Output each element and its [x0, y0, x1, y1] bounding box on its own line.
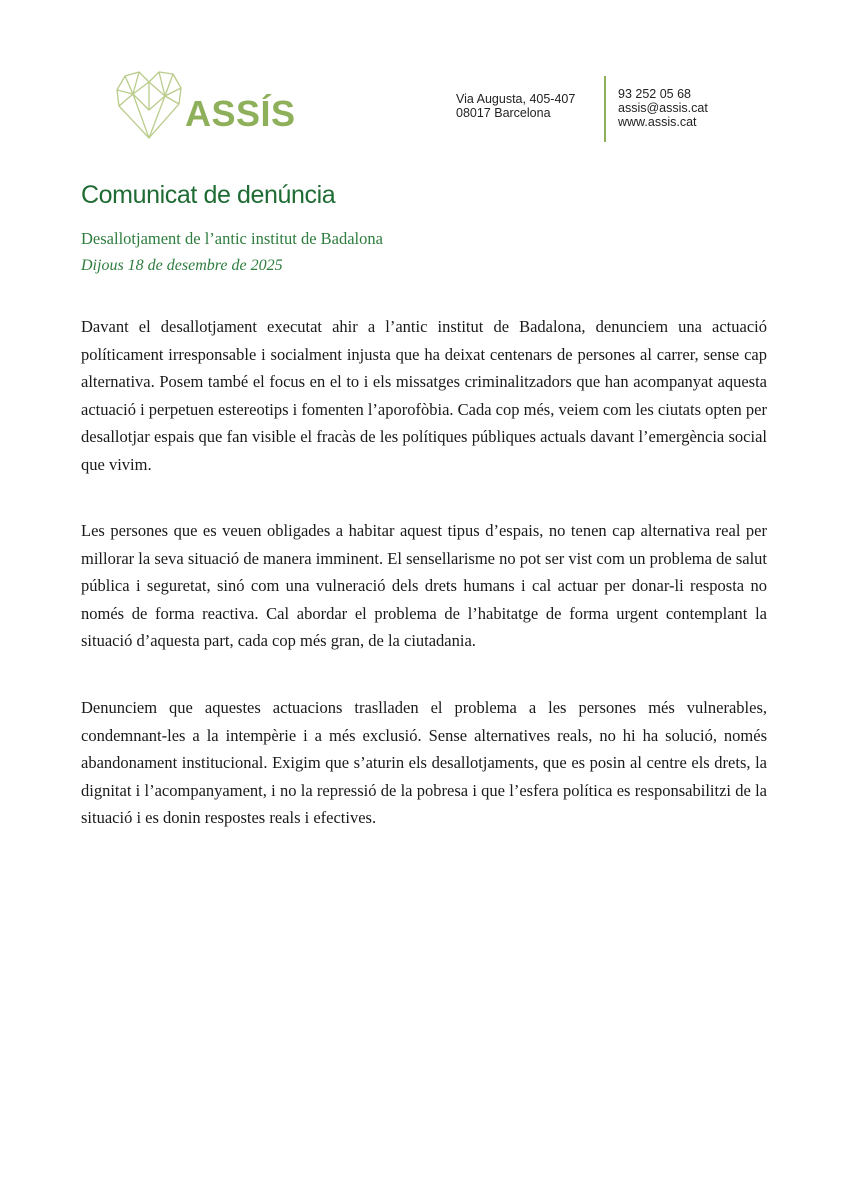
heart-icon	[117, 72, 181, 138]
contact-email: assis@assis.cat	[618, 101, 708, 115]
address-block	[456, 92, 575, 120]
logo-text: ASSÍS	[185, 93, 296, 134]
body-paragraph: Davant el desallotjament executat ahir a l’antic institut de Badalona, denunciem una actuació políticament irresponsable i socialment injusta que ha deixat centenars de persones al carrer, sense cap alternativa. Posem també el focus en el to i els missatges criminalitzadors que han acompanyat aquesta actuació i perpetuen estereotips i fomenten l’aporofòbia. Cada cop més, veiem com les ciutats opten per desallotjar espais que fan visible el fracàs de les polítiques públiques actuals davant l’emergència social que vivim.	[81, 317, 767, 474]
address-street: Via Augusta, 405-407	[456, 92, 576, 106]
contact-website: www.assis.cat	[618, 115, 697, 129]
contact-phone: 93 252 05 68	[618, 87, 691, 101]
contact-block	[618, 87, 708, 129]
document-date: Dijous 18 de desembre de 2025	[81, 257, 283, 274]
document-title: Comunicat de denúncia	[81, 181, 336, 209]
header-divider	[604, 76, 606, 142]
body-paragraph: Les persones que es veuen obligades a habitar aquest tipus d’espais, no tenen cap alternativa real per millorar la seva situació de manera imminent. El sensellarisme no pot ser vist com un problema de salut pública i seguretat, sinó com una vulneració dels drets humans i cal actuar per donar-li resposta no només de forma reactiva. Cal abordar el problema de l’habitatge de forma urgent contemplant la situació d’aquesta part, cada cop més gran, de la ciutadania.	[81, 521, 767, 650]
document-subtitle: Desallotjament de l’antic institut de Badalona	[81, 229, 383, 248]
address-city: 08017 Barcelona	[456, 106, 551, 120]
assis-logo	[113, 68, 303, 142]
body-paragraph: Denunciem que aquestes actuacions traslladen el problema a les persones més vulnerables, condemnant-les a la intempèrie i a més exclusió. Sense alternatives reals, no hi ha solució, només abandonament institucional. Exigim que s’aturin els desallotjaments, que es posin al centre els drets, la dignitat i l’acompanyament, i no la repressió de la pobresa i que l’esfera política es responsabilitzi de la situació i es donin respostes reals i efectives.	[81, 698, 767, 827]
